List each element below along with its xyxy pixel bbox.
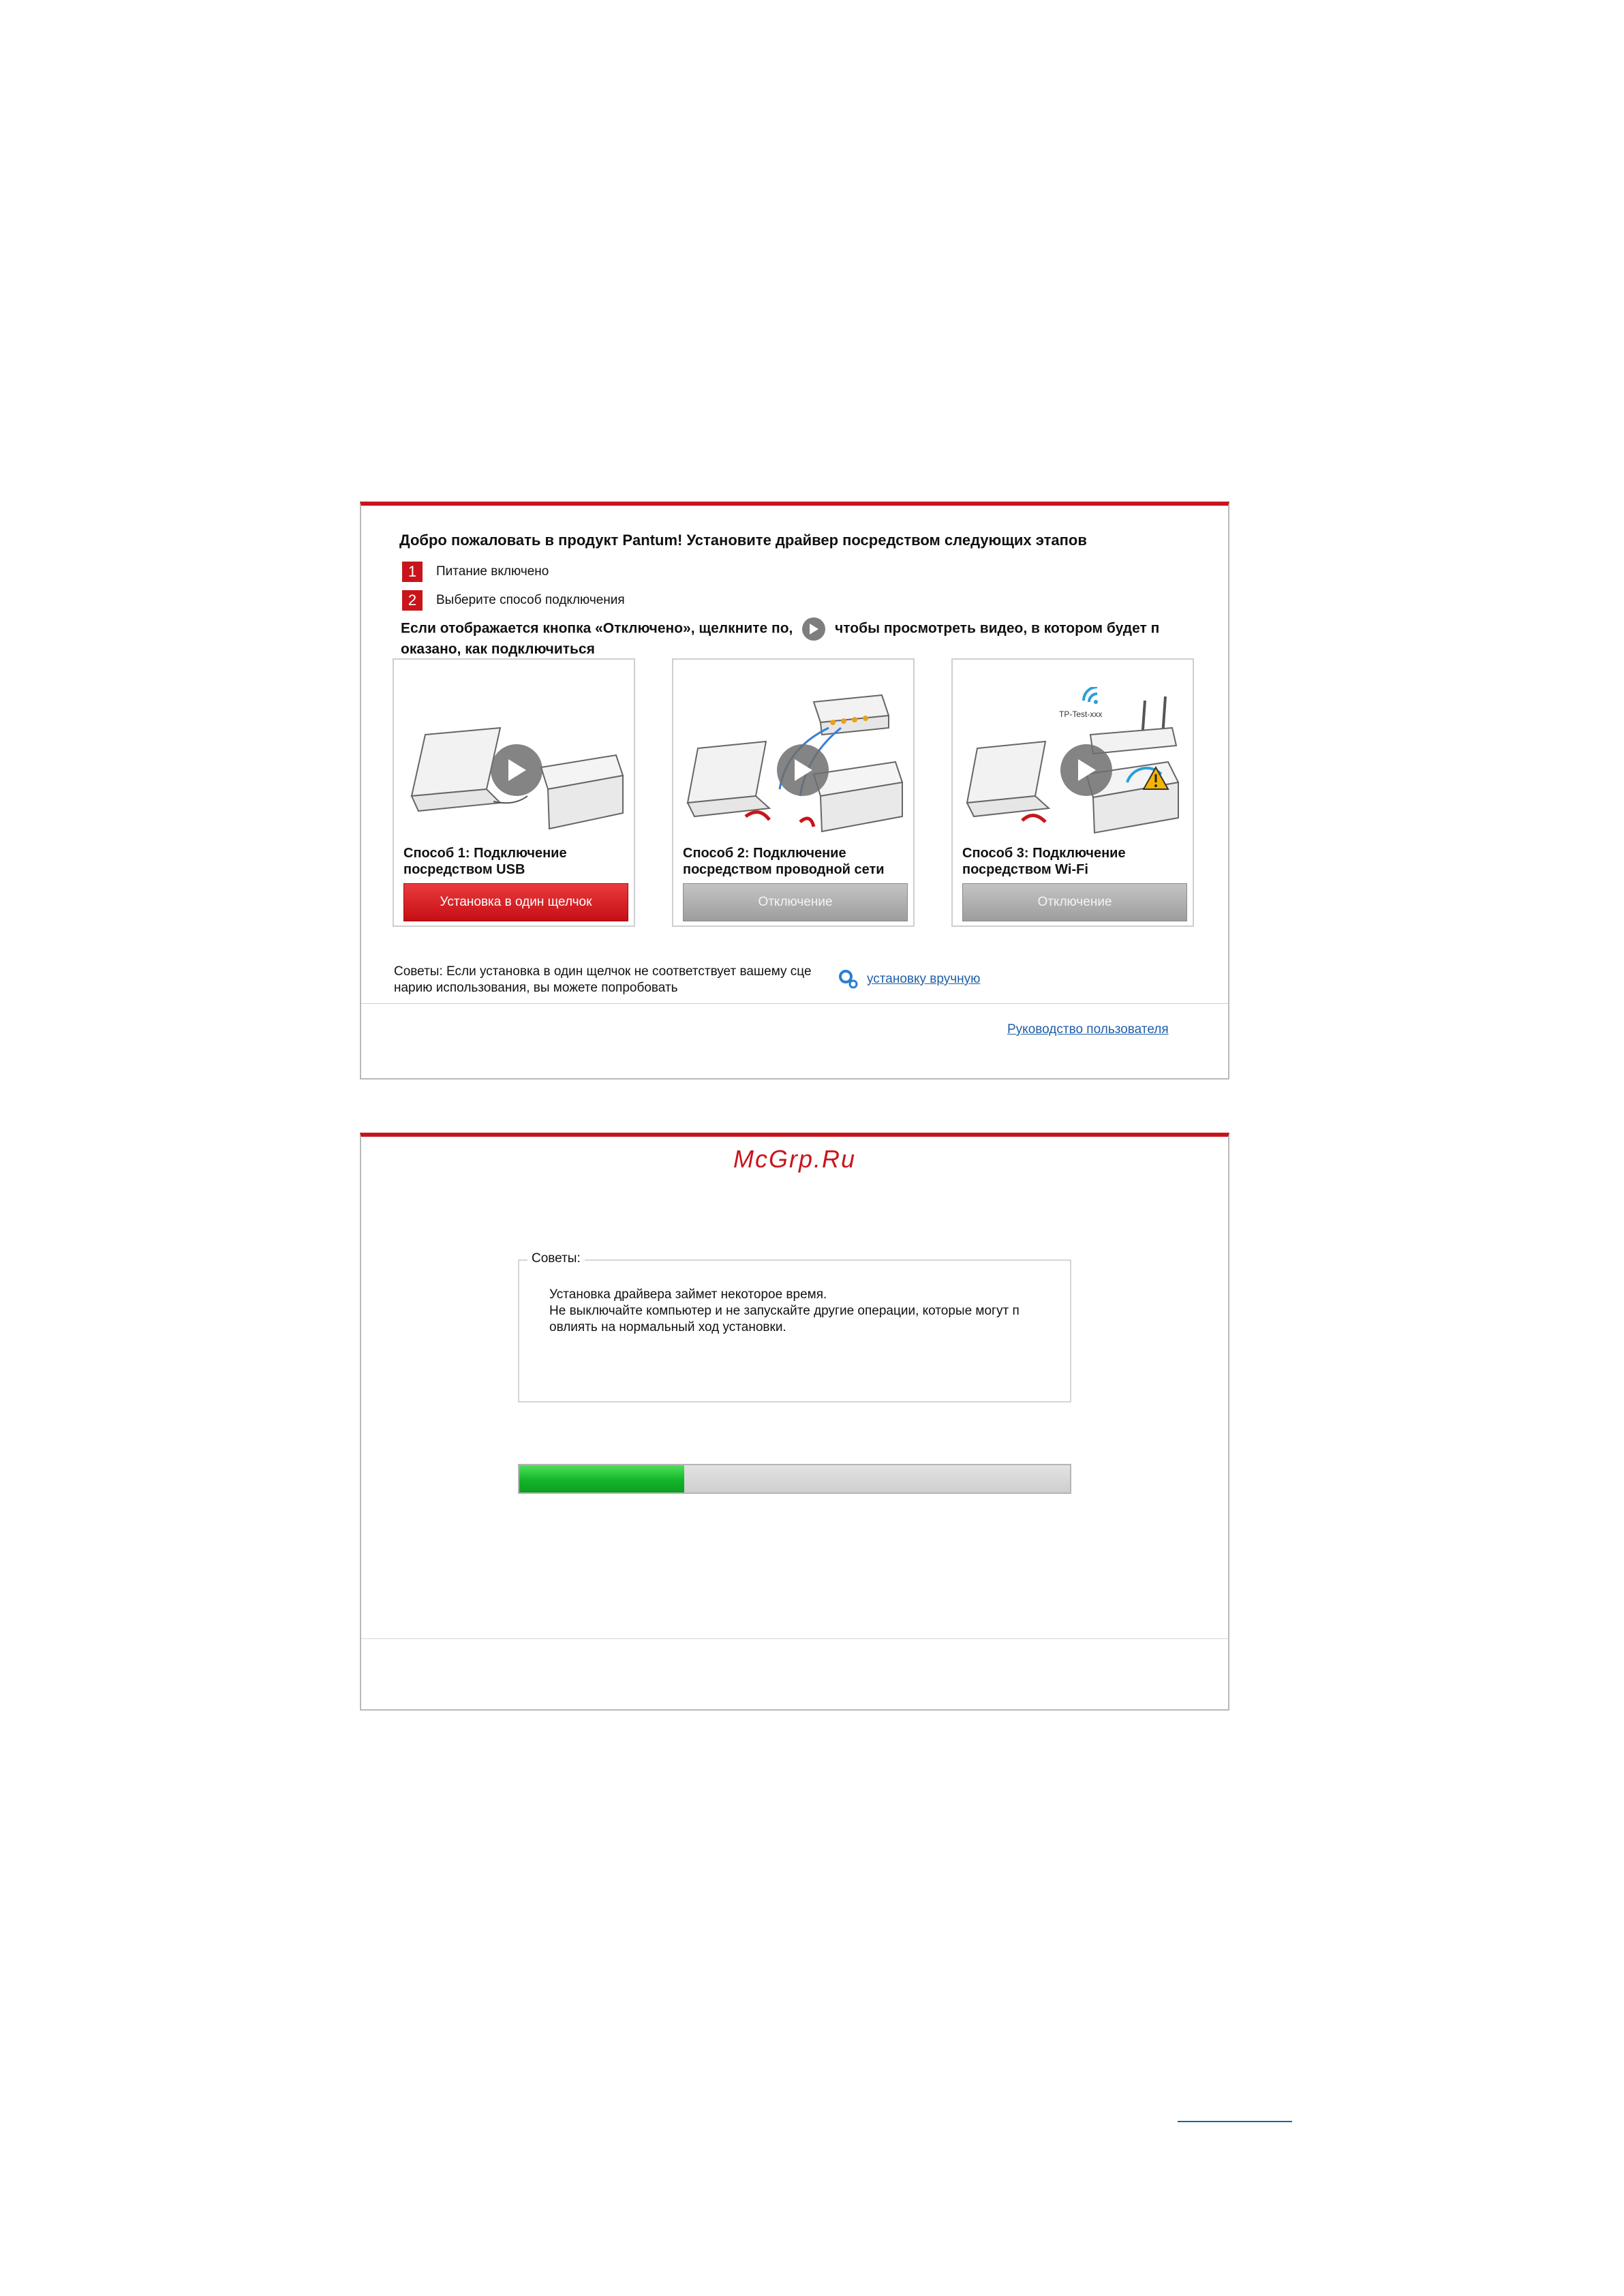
installer-window	[360, 502, 1229, 1080]
user-guide-link[interactable]: Руководство пользователя	[1007, 1022, 1169, 1037]
notice-text-start: Если отображается кнопка «Отключено», щелкните по,	[401, 620, 793, 637]
step-2	[402, 589, 625, 612]
disabled-connection-button[interactable]: Отключение	[962, 883, 1187, 921]
tips-line: Установка драйвера займет некоторое время.	[549, 1287, 827, 1302]
play-video-button[interactable]	[491, 744, 542, 796]
connection-card-usb	[393, 658, 635, 927]
play-icon	[802, 617, 825, 641]
manual-install-link[interactable]	[838, 969, 980, 990]
card-title: Способ 3: Подключение посредством Wi-Fi	[962, 846, 1126, 877]
connection-card-wired	[672, 658, 915, 927]
welcome-heading: Добро пожаловать в продукт Pantum! Установите драйвер посредством следующих этапов	[399, 532, 1087, 549]
notice-text-end: чтобы просмотреть видео, в котором будет п оказано, как подключиться	[401, 620, 1160, 657]
gears-icon	[838, 969, 859, 990]
network-name: TP-Test-xxx	[1059, 709, 1103, 719]
progress-fill	[519, 1465, 684, 1493]
disabled-connection-button[interactable]: Отключение	[683, 883, 908, 921]
footer-divider	[361, 1003, 1228, 1004]
card-title: Способ 2: Подключение посредством проводной сети	[683, 846, 885, 877]
page-link-underline[interactable]	[1178, 2121, 1292, 2122]
play-video-button[interactable]	[777, 744, 829, 796]
card-title: Способ 1: Подключение посредством USB	[403, 846, 567, 877]
step-label: Выберите способ подключения	[436, 593, 625, 607]
connection-card-wifi	[951, 658, 1194, 927]
tips-line: Не выключайте компьютер и не запускайте другие операции, которые могут п	[549, 1304, 1020, 1318]
step-number: 1	[402, 562, 423, 582]
video-notice	[401, 617, 1191, 658]
play-video-button[interactable]	[1060, 744, 1112, 796]
step-1	[402, 560, 549, 583]
manual-install-link-text[interactable]: установку вручную	[867, 972, 981, 986]
step-number: 2	[402, 590, 423, 611]
step-label: Питание включено	[436, 564, 549, 579]
tips-line: овлиять на нормальный ход установки.	[549, 1320, 786, 1334]
one-click-install-button[interactable]: Установка в один щелчок	[403, 883, 628, 921]
watermark: McGrp.Ru	[733, 1145, 857, 1173]
tips-label: Советы:	[527, 1251, 585, 1266]
tips-text: Советы: Если установка в один щелчок не соответствует вашему сце нарию использования, вы можете попробовать	[394, 964, 812, 995]
footer-divider	[361, 1638, 1228, 1639]
progress-bar	[518, 1464, 1071, 1494]
tips-body	[549, 1287, 1054, 1336]
install-progress-window	[360, 1133, 1229, 1711]
tips-box	[518, 1251, 1071, 1403]
